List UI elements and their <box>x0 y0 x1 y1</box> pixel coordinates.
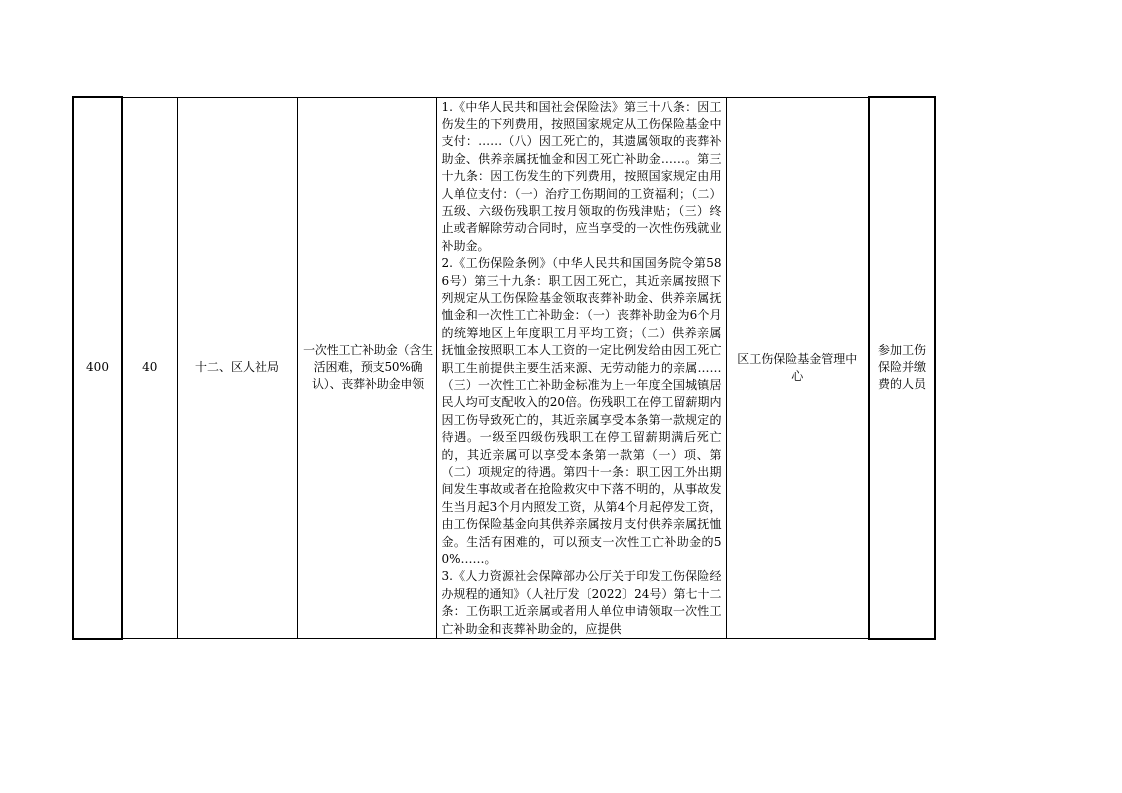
legal-basis-text <box>437 98 726 639</box>
table-row <box>73 97 935 639</box>
department-cell <box>177 97 297 639</box>
service-item-table <box>72 96 936 640</box>
service-agency-cell <box>726 97 869 639</box>
item-name-cell <box>297 97 436 639</box>
target-scope: 参加工伤保险并缴费的人员 <box>878 343 927 392</box>
basis-paragraph: 3.《人力资源社会保障部办公厅关于印发工伤保险经办规程的通知》（人社厅发〔2022〕24号）第七十二条：工伤职工近亲属或者用人单位申请领取一次性工亡补助金和丧葬补助金的，应提供 <box>441 569 722 636</box>
service-agency: 区工伤保险基金管理中心 <box>737 351 858 383</box>
legal-basis-cell <box>436 97 726 639</box>
seq-no: 400 <box>86 360 109 375</box>
target-scope-cell <box>869 97 935 639</box>
department: 十二、区人社局 <box>194 360 279 375</box>
item-name: 一次性工亡补助金（含生活困难，预支50%确认）、丧葬补助金申领 <box>303 343 433 392</box>
basis-paragraph: 1.《中华人民共和国社会保险法》第三十八条：因工伤发生的下列费用，按照国家规定从工伤保险基金中支付：……（八）因工死亡的，其遗属领取的丧葬补助金、供养亲属抚恤金和因工死亡补助金……。第三十九条：因工伤发生的下列费用，按照国家规定由用人单位支付：（一）治疗工伤期间的工资福利；（二）五级、六级伤残职工按月领取的伤残津贴；（三）终止或者解除劳动合同时，应当享受的一次性伤残就业补助金。 <box>441 99 722 253</box>
basis-paragraph: 2.《工伤保险条例》（中华人民共和国国务院令第586号）第三十九条：职工因工死亡，其近亲属按照下列规定从工伤保险基金领取丧葬补助金、供养亲属抚恤金和一次性工亡补助金：（一）丧葬补助金为6个月的统筹地区上年度职工月平均工资；（二）供养亲属抚恤金按照职工本人工资的一定比例发给由因工死亡职工生前提供主要生活来源、无劳动能力的亲属……（三）一次性工亡补助金标准为上一年度全国城镇居民人均可支配收入的20倍。伤残职工在停工留薪期内因工伤导致死亡的，其近亲属享受本条第一款规定的待遇。一级至四级伤残职工在停工留薪期满后死亡的，其近亲属可以享受本条第一款第（一）项、第（二）项规定的待遇。第四十一条：职工因工外出期间发生事故或者在抢险救灾中下落不明的，从事故发生当月起3个月内照发工资，从第4个月起停发工资，由工伤保险基金向其供养亲属按月支付供养亲属抚恤金。生活有困难的，可以预支一次性工亡补助金的50%……。 <box>441 256 722 567</box>
sub-no: 40 <box>142 360 158 375</box>
sub-no-cell <box>122 97 177 639</box>
seq-no-cell <box>73 97 122 639</box>
